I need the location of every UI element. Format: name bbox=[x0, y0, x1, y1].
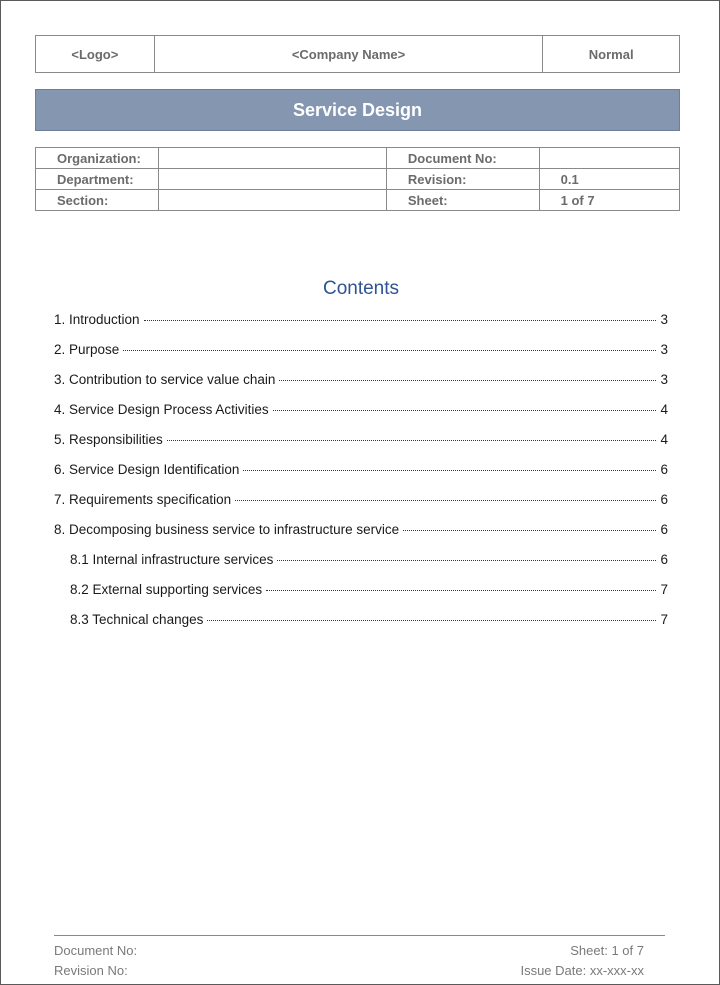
toc-leader bbox=[144, 320, 657, 321]
toc-leader bbox=[273, 410, 657, 411]
contents-heading: Contents bbox=[322, 278, 400, 299]
toc-leader bbox=[123, 350, 656, 351]
toc-item-text: 7. Requirements specification bbox=[54, 492, 232, 507]
company-name: <Company Name> bbox=[154, 36, 543, 73]
toc-subitem[interactable] bbox=[54, 612, 668, 642]
toc-leader bbox=[243, 470, 656, 471]
footer-divider bbox=[54, 935, 665, 936]
toc-item-page: 7 bbox=[660, 612, 668, 627]
toc-item[interactable] bbox=[54, 432, 668, 462]
toc-item[interactable] bbox=[54, 402, 668, 432]
header-table bbox=[35, 35, 680, 73]
toc-item-text: 8.1 Internal infrastructure services bbox=[70, 552, 274, 567]
sheet-value: 1 of 7 bbox=[539, 190, 679, 211]
sheet-label: Sheet: bbox=[386, 190, 539, 211]
revision-value: 0.1 bbox=[539, 169, 679, 190]
toc-item[interactable] bbox=[54, 462, 668, 492]
department-label: Department: bbox=[36, 169, 159, 190]
toc-item-page: 6 bbox=[660, 462, 668, 477]
classification: Normal bbox=[543, 36, 680, 73]
toc-item-page: 6 bbox=[660, 552, 668, 567]
toc-leader bbox=[277, 560, 656, 561]
logo-placeholder: <Logo> bbox=[36, 36, 155, 73]
organization-label: Organization: bbox=[36, 148, 159, 169]
document-no-value bbox=[539, 148, 679, 169]
toc-leader bbox=[266, 590, 656, 591]
toc-item-text: 5. Responsibilities bbox=[54, 432, 163, 447]
document-no-label: Document No: bbox=[386, 148, 539, 169]
toc-leader bbox=[279, 380, 656, 381]
toc-item-text: 8.2 External supporting services bbox=[70, 582, 263, 597]
footer-revision-no: Revision No: bbox=[54, 963, 128, 978]
toc-item-text: 8.3 Technical changes bbox=[70, 612, 204, 627]
toc-item[interactable] bbox=[54, 312, 668, 342]
table-of-contents bbox=[54, 312, 668, 642]
toc-leader bbox=[235, 500, 656, 501]
document-title: Service Design bbox=[35, 89, 680, 131]
toc-item-page: 6 bbox=[660, 522, 668, 537]
toc-item[interactable] bbox=[54, 522, 668, 552]
toc-item[interactable] bbox=[54, 342, 668, 372]
footer-sheet: Sheet: 1 of 7 bbox=[570, 943, 644, 958]
toc-leader bbox=[207, 620, 656, 621]
footer-issue-date: Issue Date: xx-xxx-xx bbox=[520, 963, 644, 978]
toc-item[interactable] bbox=[54, 372, 668, 402]
toc-item-page: 4 bbox=[660, 432, 668, 447]
toc-item-page: 3 bbox=[660, 372, 668, 387]
toc-item-page: 4 bbox=[660, 402, 668, 417]
section-value bbox=[158, 190, 386, 211]
meta-table bbox=[35, 147, 680, 211]
toc-item-page: 3 bbox=[660, 342, 668, 357]
toc-item-page: 7 bbox=[660, 582, 668, 597]
footer-document-no: Document No: bbox=[54, 943, 138, 958]
toc-subitem[interactable] bbox=[54, 552, 668, 582]
toc-item-page: 3 bbox=[660, 312, 668, 327]
toc-subitem[interactable] bbox=[54, 582, 668, 612]
toc-item-page: 6 bbox=[660, 492, 668, 507]
toc-item-text: 2. Purpose bbox=[54, 342, 120, 357]
department-value bbox=[158, 169, 386, 190]
toc-item-text: 1. Introduction bbox=[54, 312, 140, 327]
toc-item-text: 3. Contribution to service value chain bbox=[54, 372, 276, 387]
toc-leader bbox=[167, 440, 657, 441]
toc-leader bbox=[403, 530, 656, 531]
revision-label: Revision: bbox=[386, 169, 539, 190]
toc-item[interactable] bbox=[54, 492, 668, 522]
toc-item-text: 4. Service Design Process Activities bbox=[54, 402, 269, 417]
organization-value bbox=[158, 148, 386, 169]
toc-item-text: 6. Service Design Identification bbox=[54, 462, 240, 477]
section-label: Section: bbox=[36, 190, 159, 211]
toc-item-text: 8. Decomposing business service to infrastructure service bbox=[54, 522, 400, 537]
